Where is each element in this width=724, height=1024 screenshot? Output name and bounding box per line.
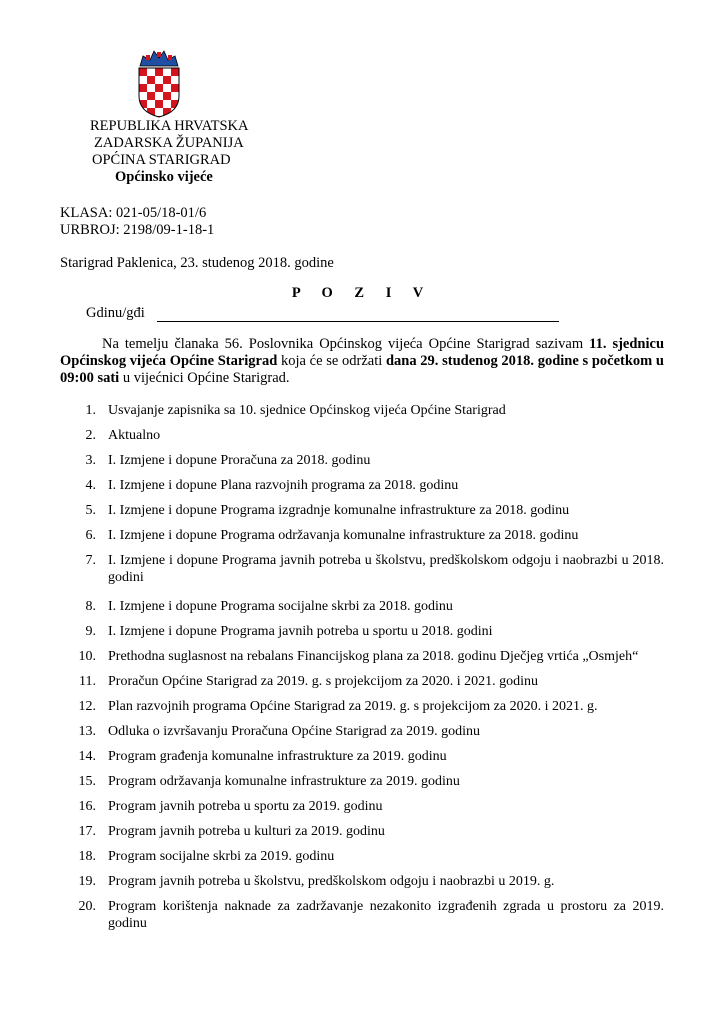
agenda-item-text: I. Izmjene i dopune Programa održavanja komunalne infrastrukture za 2018. godinu <box>108 528 579 543</box>
agenda-item-number: 11. <box>79 674 96 689</box>
agenda-item <box>60 698 664 715</box>
republic-name: REPUBLIKA HRVATSKA <box>90 118 249 134</box>
agenda-item-text: Usvajanje zapisnika sa 10. sjednice Općinskog vijeća Općine Starigrad <box>108 403 506 418</box>
agenda-item-text: I. Izmjene i dopune Proračuna za 2018. godinu <box>108 453 371 468</box>
agenda-item-text: I. Izmjene i dopune Programa izgradnje komunalne infrastrukture za 2018. godinu <box>108 503 570 518</box>
agenda-item-number: 1. <box>85 403 96 418</box>
crown-icon <box>140 51 178 66</box>
agenda-item <box>60 502 664 519</box>
urbroj-number: URBROJ: 2198/09-1-18-1 <box>60 222 215 238</box>
agenda-item-number: 16. <box>78 799 96 814</box>
county-name: ZADARSKA ŽUPANIJA <box>94 135 244 151</box>
agenda-item <box>60 723 664 740</box>
agenda-item-text: Program javnih potreba u kulturi za 2019. godinu <box>108 824 385 839</box>
issuer-header <box>90 118 249 186</box>
agenda-item-number: 3. <box>85 453 96 468</box>
intro-session-bold: 11. sjednicu Općinskog vijeća Općine Starigrad <box>60 336 665 369</box>
agenda-item-number: 7. <box>85 553 96 568</box>
agenda-item-number: 20. <box>78 899 96 914</box>
reference-block <box>60 205 214 239</box>
salutation-label: Gdinu/gđi <box>86 305 145 321</box>
agenda-item-number: 4. <box>85 478 96 493</box>
agenda-item-text: Program javnih potreba u sportu za 2019. godinu <box>108 799 383 814</box>
agenda-item <box>60 798 664 815</box>
agenda-item-number: 9. <box>85 624 96 639</box>
agenda-item <box>60 452 664 469</box>
agenda-item <box>60 552 664 586</box>
agenda-item <box>60 873 664 890</box>
agenda-item-number: 6. <box>85 528 96 543</box>
agenda-item <box>60 427 664 444</box>
intro-text-1: Na temelju članaka 56. Poslovnika Općinskog vijeća Općine Starigrad sazivam <box>102 336 590 352</box>
agenda-item-number: 18. <box>78 849 96 864</box>
agenda-item-number: 13. <box>78 724 96 739</box>
agenda-item-text: I. Izmjene i dopune Programa javnih potreba u sportu u 2018. godini <box>108 624 493 639</box>
agenda-item-text: I. Izmjene i dopune Programa javnih potreba u školstvu, predškolskom odgoju i naobrazbi u 2018. godini <box>108 553 664 585</box>
agenda-item-text: Proračun Općine Starigrad za 2019. g. s projekcijom za 2020. i 2021. godinu <box>108 674 539 689</box>
agenda-item-text: Program korištenja naknade za zadržavanje nezakonito izgrađenih zgrada u prostoru za 2019. godinu <box>108 899 664 931</box>
agenda-item-number: 2. <box>85 428 96 443</box>
agenda-item <box>60 477 664 494</box>
council-name: Općinsko vijeće <box>115 169 213 185</box>
agenda-item-text: Aktualno <box>108 428 161 443</box>
agenda-item-number: 19. <box>78 874 96 889</box>
agenda-item <box>60 648 664 665</box>
recipient-blank-line <box>157 307 559 322</box>
agenda-item <box>60 527 664 544</box>
agenda-item-text: I. Izmjene i dopune Plana razvojnih programa za 2018. godinu <box>108 478 459 493</box>
agenda-item <box>60 402 664 419</box>
place-and-date: Starigrad Paklenica, 23. studenog 2018. godine <box>60 255 334 271</box>
intro-text-3: u vijećnici Općine Starigrad. <box>119 370 290 386</box>
agenda-item-number: 10. <box>78 649 96 664</box>
agenda-item <box>60 773 664 790</box>
klasa-number: KLASA: 021-05/18-01/6 <box>60 205 207 221</box>
agenda-item <box>60 898 664 932</box>
agenda-item-number: 12. <box>78 699 96 714</box>
agenda-item-text: Odluka o izvršavanju Proračuna Općine Starigrad za 2019. godinu <box>108 724 481 739</box>
intro-date-bold: dana 29. studenog 2018. godine s početkom u 09:00 sati <box>60 353 664 386</box>
agenda-item-number: 5. <box>85 503 96 518</box>
agenda-item-text: Program javnih potreba u školstvu, predškolskom odgoju i naobrazbi u 2019. g. <box>108 874 555 889</box>
agenda-item-text: Plan razvojnih programa Općine Starigrad za 2019. g. s projekcijom za 2020. i 2021. g. <box>108 699 598 714</box>
intro-text-2: koja će se održati <box>277 353 386 369</box>
agenda-item-number: 14. <box>78 749 96 764</box>
agenda-item <box>60 848 664 865</box>
agenda-item <box>60 673 664 690</box>
agenda-item-number: 15. <box>78 774 96 789</box>
document-title: P O Z I V <box>291 285 433 301</box>
coat-of-arms-icon <box>134 48 184 118</box>
agenda-item-text: Program socijalne skrbi za 2019. godinu <box>108 849 335 864</box>
intro-paragraph <box>60 336 664 387</box>
agenda-item-text: Program održavanja komunalne infrastrukture za 2019. godinu <box>108 774 460 789</box>
agenda-item-text: I. Izmjene i dopune Programa socijalne skrbi za 2018. godinu <box>108 599 453 614</box>
agenda-item-text: Program građenja komunalne infrastrukture za 2019. godinu <box>108 749 447 764</box>
salutation-line <box>86 305 559 322</box>
municipality-name: OPĆINA STARIGRAD <box>92 152 231 168</box>
agenda-item-number: 8. <box>85 599 96 614</box>
agenda-item-text: Prethodna suglasnost na rebalans Financijskog plana za 2018. godinu Dječjeg vrtića „Osmjeh“ <box>108 649 639 664</box>
agenda-item <box>60 598 664 615</box>
agenda-item <box>60 623 664 640</box>
agenda-item <box>60 748 664 765</box>
agenda-item <box>60 823 664 840</box>
agenda-item-number: 17. <box>78 824 96 839</box>
